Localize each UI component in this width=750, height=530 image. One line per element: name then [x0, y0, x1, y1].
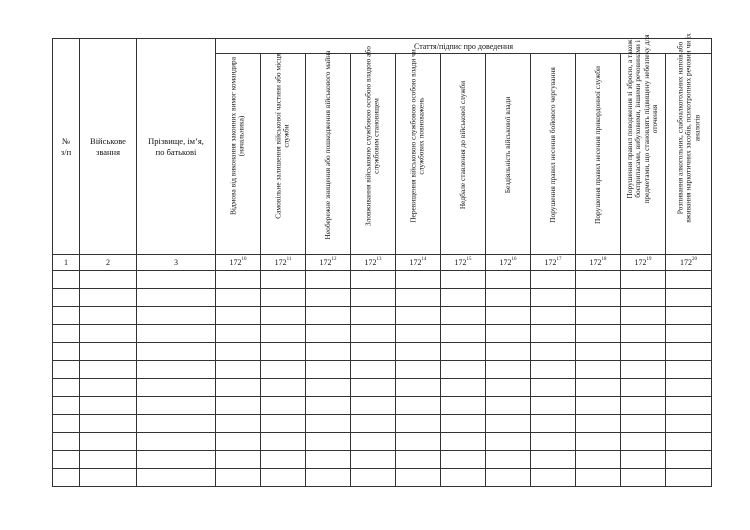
- table-cell[interactable]: [80, 361, 137, 379]
- table-row: [53, 271, 712, 289]
- article-number-base: 172: [274, 258, 287, 267]
- table-cell[interactable]: [137, 451, 216, 469]
- table-cell[interactable]: [621, 469, 666, 487]
- header-article-1: [216, 54, 261, 255]
- table-cell[interactable]: [486, 415, 531, 433]
- table-cell[interactable]: [666, 307, 712, 325]
- table-cell[interactable]: [531, 325, 576, 343]
- table-cell[interactable]: [80, 397, 137, 415]
- table-cell[interactable]: [53, 397, 80, 415]
- table-cell[interactable]: [531, 451, 576, 469]
- table-cell[interactable]: [666, 271, 712, 289]
- article-number-superscript: 11: [286, 257, 292, 262]
- table-cell[interactable]: [576, 271, 621, 289]
- table-cell[interactable]: [306, 397, 351, 415]
- table-cell[interactable]: [53, 451, 80, 469]
- table-cell[interactable]: [396, 289, 441, 307]
- article-number-superscript: 18: [601, 257, 607, 262]
- table-cell[interactable]: [531, 289, 576, 307]
- article-number: [351, 255, 396, 271]
- table-cell[interactable]: [486, 289, 531, 307]
- table-cell[interactable]: [486, 325, 531, 343]
- table-cell[interactable]: [531, 397, 576, 415]
- header-article-8: [531, 54, 576, 255]
- table-cell[interactable]: [306, 469, 351, 487]
- table-cell[interactable]: [306, 433, 351, 451]
- table-cell[interactable]: [53, 325, 80, 343]
- table-cell[interactable]: [576, 415, 621, 433]
- table-cell[interactable]: [53, 271, 80, 289]
- column-number: 1: [53, 255, 80, 271]
- table-cell[interactable]: [531, 343, 576, 361]
- header-article-label: Розпивання алкогольних, слабоалкогольних напоїв або вживання наркотичних засобів, психотропних речовин чи їх аналогів: [674, 33, 701, 223]
- article-number: [396, 255, 441, 271]
- table-cell[interactable]: [486, 361, 531, 379]
- article-number: [441, 255, 486, 271]
- article-number-superscript: 13: [376, 257, 382, 262]
- table-cell[interactable]: [621, 397, 666, 415]
- table-cell[interactable]: [306, 361, 351, 379]
- table-cell[interactable]: [396, 469, 441, 487]
- table-cell[interactable]: [261, 289, 306, 307]
- article-number-base: 172: [319, 258, 332, 267]
- table-cell[interactable]: [621, 379, 666, 397]
- header-article-label: Перевищення військовою службовою особою влади чи службових повноважень: [408, 49, 426, 223]
- header-article-9: [576, 54, 621, 255]
- table-cell[interactable]: [576, 379, 621, 397]
- header-article-label: Зловживання військовою службовою особою владою або службовим становищем: [363, 46, 381, 227]
- table-cell[interactable]: [261, 361, 306, 379]
- header-article-2: [261, 54, 306, 255]
- table-cell[interactable]: [396, 379, 441, 397]
- header-article-label: Бездіяльність військової влади: [502, 96, 512, 193]
- table-cell[interactable]: [216, 415, 261, 433]
- table-cell[interactable]: [261, 271, 306, 289]
- article-number-base: 172: [634, 258, 647, 267]
- table-cell[interactable]: [621, 433, 666, 451]
- header-article-group: Стаття/підпис про доведення: [216, 39, 712, 54]
- table-cell[interactable]: [261, 415, 306, 433]
- header-article-4: [351, 46, 396, 255]
- table-cell[interactable]: [666, 469, 712, 487]
- table-cell[interactable]: [137, 379, 216, 397]
- table-cell[interactable]: [261, 379, 306, 397]
- table-row: [53, 469, 712, 487]
- table-cell[interactable]: [351, 307, 396, 325]
- table-cell[interactable]: [351, 379, 396, 397]
- table-row: [53, 289, 712, 307]
- table-cell[interactable]: [486, 379, 531, 397]
- table-cell[interactable]: [137, 325, 216, 343]
- article-number-base: 172: [544, 258, 557, 267]
- table-cell[interactable]: [621, 343, 666, 361]
- table-cell[interactable]: [396, 307, 441, 325]
- table-cell[interactable]: [666, 361, 712, 379]
- table-cell[interactable]: [261, 433, 306, 451]
- table-cell[interactable]: [396, 397, 441, 415]
- article-number: [531, 255, 576, 271]
- article-number-base: 172: [499, 258, 512, 267]
- table-cell[interactable]: [80, 469, 137, 487]
- table-cell[interactable]: [351, 271, 396, 289]
- table-cell[interactable]: [137, 289, 216, 307]
- header-article-5: [396, 49, 441, 255]
- table-cell[interactable]: [531, 271, 576, 289]
- header-article-label: Відмова від виконання законних вимог командира (начальника): [228, 57, 246, 216]
- table-row: [53, 397, 712, 415]
- table-cell[interactable]: [531, 379, 576, 397]
- table-cell[interactable]: [396, 415, 441, 433]
- table-cell[interactable]: [666, 289, 712, 307]
- article-number-superscript: 10: [241, 257, 247, 262]
- table-cell[interactable]: [53, 433, 80, 451]
- table-cell[interactable]: [80, 325, 137, 343]
- table-cell[interactable]: [351, 325, 396, 343]
- table-cell[interactable]: [441, 397, 486, 415]
- table-cell[interactable]: [576, 307, 621, 325]
- article-number-superscript: 17: [556, 257, 562, 262]
- header-article-label: Самовільне залишення військової частини або місця служби: [273, 53, 291, 219]
- header-article-3: [306, 50, 351, 255]
- table-row: [53, 451, 712, 469]
- table-cell[interactable]: [531, 415, 576, 433]
- table-cell[interactable]: [486, 397, 531, 415]
- article-number-base: 172: [589, 258, 602, 267]
- table-cell[interactable]: [216, 271, 261, 289]
- column-number: 3: [137, 255, 216, 271]
- table-cell[interactable]: [306, 451, 351, 469]
- table-cell[interactable]: [80, 289, 137, 307]
- table-cell[interactable]: [576, 361, 621, 379]
- table-cell[interactable]: [306, 415, 351, 433]
- table-cell[interactable]: [441, 271, 486, 289]
- table-cell[interactable]: [216, 343, 261, 361]
- header-article-11: [666, 33, 712, 255]
- header-article-label: Порушення правил несення прикордонної служби: [592, 65, 602, 224]
- table-cell[interactable]: [396, 361, 441, 379]
- table-row: [53, 325, 712, 343]
- table-cell[interactable]: [666, 397, 712, 415]
- header-rank: Військове звання: [80, 39, 137, 255]
- article-number-base: 172: [409, 258, 422, 267]
- article-number-superscript: 12: [331, 257, 337, 262]
- table-cell[interactable]: [351, 451, 396, 469]
- table-cell[interactable]: [621, 451, 666, 469]
- table-cell[interactable]: [80, 343, 137, 361]
- table-cell[interactable]: [441, 343, 486, 361]
- table-cell[interactable]: [53, 307, 80, 325]
- table-cell[interactable]: [396, 271, 441, 289]
- table-cell[interactable]: [441, 379, 486, 397]
- table-cell[interactable]: [53, 469, 80, 487]
- table-row: [53, 361, 712, 379]
- table-row: [53, 343, 712, 361]
- table-cell[interactable]: [396, 451, 441, 469]
- table-cell[interactable]: [137, 307, 216, 325]
- table-cell[interactable]: [80, 271, 137, 289]
- table-cell[interactable]: [621, 361, 666, 379]
- table-cell[interactable]: [216, 397, 261, 415]
- table-cell[interactable]: [486, 343, 531, 361]
- table-cell[interactable]: [486, 433, 531, 451]
- table-cell[interactable]: [531, 361, 576, 379]
- table-cell[interactable]: [53, 289, 80, 307]
- table-cell[interactable]: [216, 307, 261, 325]
- table-cell[interactable]: [486, 451, 531, 469]
- article-number-base: 172: [454, 258, 467, 267]
- table-cell[interactable]: [531, 433, 576, 451]
- article-number: [486, 255, 531, 271]
- table-cell[interactable]: [576, 469, 621, 487]
- article-number-base: 172: [364, 258, 377, 267]
- header-article-label: Недбале ставлення до військової служби: [457, 80, 467, 209]
- article-number-base: 172: [229, 258, 242, 267]
- table-cell[interactable]: [216, 469, 261, 487]
- article-number-superscript: 14: [421, 257, 427, 262]
- table-cell[interactable]: [531, 469, 576, 487]
- header-row-top: [53, 39, 712, 54]
- table-cell[interactable]: [576, 325, 621, 343]
- table-cell[interactable]: [666, 343, 712, 361]
- table-cell[interactable]: [216, 379, 261, 397]
- header-number: № з/п: [53, 39, 80, 255]
- table-cell[interactable]: [351, 289, 396, 307]
- table-cell[interactable]: [80, 451, 137, 469]
- table-cell[interactable]: [216, 433, 261, 451]
- table-cell[interactable]: [80, 307, 137, 325]
- table-cell[interactable]: [351, 433, 396, 451]
- header-article-label: Необережне знищення або пошкодження військового майна: [322, 50, 332, 240]
- table-cell[interactable]: [441, 361, 486, 379]
- article-number: [666, 255, 712, 271]
- column-number-row: [53, 255, 712, 271]
- table-cell[interactable]: [531, 307, 576, 325]
- article-number-superscript: 15: [466, 257, 472, 262]
- article-number-superscript: 20: [692, 257, 697, 262]
- table-row: [53, 307, 712, 325]
- table-cell[interactable]: [351, 397, 396, 415]
- table-cell[interactable]: [137, 361, 216, 379]
- table-cell[interactable]: [666, 379, 712, 397]
- table-cell[interactable]: [486, 307, 531, 325]
- table-cell[interactable]: [137, 343, 216, 361]
- article-number: [261, 255, 306, 271]
- table-cell[interactable]: [621, 415, 666, 433]
- table-cell[interactable]: [261, 469, 306, 487]
- table-cell[interactable]: [216, 361, 261, 379]
- table-cell[interactable]: [441, 325, 486, 343]
- article-number: [306, 255, 351, 271]
- table-cell[interactable]: [53, 415, 80, 433]
- table-row: [53, 433, 712, 451]
- table-cell[interactable]: [261, 451, 306, 469]
- table-cell[interactable]: [261, 397, 306, 415]
- table-cell[interactable]: [216, 289, 261, 307]
- table-cell[interactable]: [576, 343, 621, 361]
- column-number: 2: [80, 255, 137, 271]
- table-cell[interactable]: [80, 433, 137, 451]
- article-number: [216, 255, 261, 271]
- header-article-label: Порушення правил поводження зі зброєю, а також боєприпасами, вибуховими, іншими речовинами і предметами, що становлять підвищену небезпеку для оточення: [625, 34, 660, 204]
- header-article-7: [486, 54, 531, 255]
- table-cell[interactable]: [137, 433, 216, 451]
- table-cell[interactable]: [576, 433, 621, 451]
- table-cell[interactable]: [80, 379, 137, 397]
- table-cell[interactable]: [441, 451, 486, 469]
- table-cell[interactable]: [576, 451, 621, 469]
- table-cell[interactable]: [137, 415, 216, 433]
- table-cell[interactable]: [576, 397, 621, 415]
- table-cell[interactable]: [261, 307, 306, 325]
- table-cell[interactable]: [351, 361, 396, 379]
- header-article-label: Порушення правил несення бойового чергування: [547, 66, 557, 223]
- table-cell[interactable]: [666, 325, 712, 343]
- table-cell[interactable]: [261, 343, 306, 361]
- header-article-6: [441, 54, 486, 255]
- table-cell[interactable]: [576, 289, 621, 307]
- table-cell[interactable]: [137, 469, 216, 487]
- table-cell[interactable]: [53, 343, 80, 361]
- table-cell[interactable]: [441, 415, 486, 433]
- table-cell[interactable]: [306, 289, 351, 307]
- table-cell[interactable]: [80, 415, 137, 433]
- table-cell[interactable]: [621, 325, 666, 343]
- table-cell[interactable]: [621, 307, 666, 325]
- table-cell[interactable]: [53, 379, 80, 397]
- table-row: [53, 379, 712, 397]
- table-cell[interactable]: [137, 397, 216, 415]
- table-cell[interactable]: [441, 289, 486, 307]
- table-cell[interactable]: [306, 307, 351, 325]
- header-article-10: [621, 34, 666, 255]
- table-cell[interactable]: [486, 271, 531, 289]
- article-number-base: 172: [680, 258, 692, 267]
- table-cell[interactable]: [261, 325, 306, 343]
- table-cell[interactable]: [351, 343, 396, 361]
- table-cell[interactable]: [216, 451, 261, 469]
- table-cell[interactable]: [396, 343, 441, 361]
- table-cell[interactable]: [306, 379, 351, 397]
- table-cell[interactable]: [306, 343, 351, 361]
- table-cell[interactable]: [351, 469, 396, 487]
- table-cell[interactable]: [621, 289, 666, 307]
- article-number: [621, 255, 666, 271]
- table-cell[interactable]: [441, 433, 486, 451]
- table-cell[interactable]: [216, 325, 261, 343]
- article-number-superscript: 19: [646, 257, 652, 262]
- table-cell[interactable]: [396, 433, 441, 451]
- table-cell[interactable]: [306, 325, 351, 343]
- table-cell[interactable]: [666, 451, 712, 469]
- form-table: [52, 33, 712, 487]
- table-cell[interactable]: [351, 415, 396, 433]
- table-cell[interactable]: [666, 433, 712, 451]
- table-cell[interactable]: [306, 271, 351, 289]
- table-cell[interactable]: [666, 415, 712, 433]
- header-full-name: Прізвище, ім’я, по батькові: [137, 39, 216, 255]
- table-cell[interactable]: [621, 271, 666, 289]
- table-cell[interactable]: [53, 361, 80, 379]
- table-cell[interactable]: [441, 307, 486, 325]
- table-cell[interactable]: [137, 271, 216, 289]
- table-cell[interactable]: [441, 469, 486, 487]
- article-number: [576, 255, 621, 271]
- table-cell[interactable]: [396, 325, 441, 343]
- article-number-superscript: 16: [511, 257, 517, 262]
- table-row: [53, 415, 712, 433]
- table-cell[interactable]: [486, 469, 531, 487]
